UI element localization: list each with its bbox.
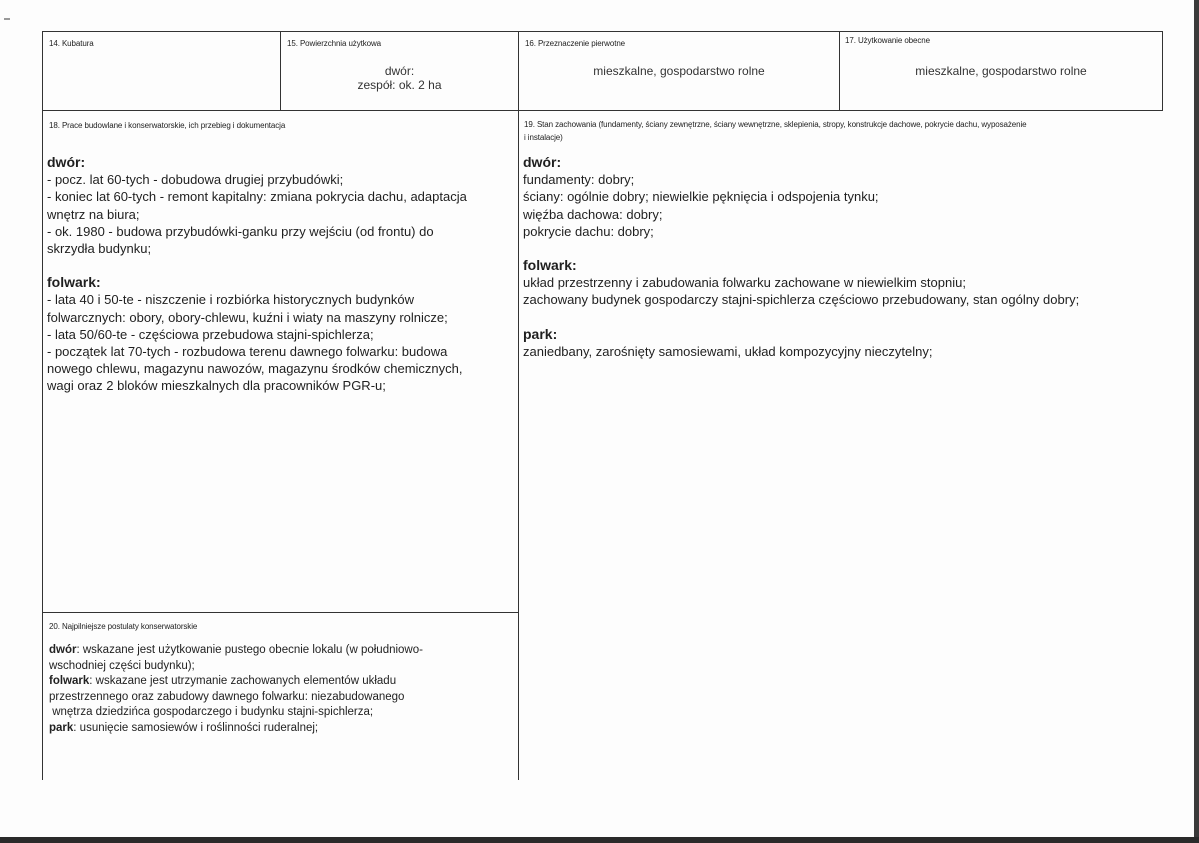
field-15-label: 15. Powierzchnia użytkowa — [287, 39, 381, 48]
f19-dwor-line: więźba dachowa: dobry; — [523, 206, 663, 222]
field-15-line-1: dwór: — [384, 64, 415, 78]
rule-c2 — [518, 31, 519, 780]
f18-folwark-line: wagi oraz 2 bloków mieszkalnych dla pracowników PGR-u; — [47, 378, 386, 394]
f20-key-dwor: dwór — [49, 644, 77, 656]
f20-key-park: park — [49, 721, 74, 734]
field-16-label: 16. Przeznaczenie pierwotne — [525, 39, 626, 48]
f18-folwark-line: - lata 40 i 50-te - niszczenie i rozbiórka historycznych budynków — [47, 292, 415, 308]
scan-mark — [4, 18, 10, 20]
field-19-content — [523, 154, 1155, 360]
rule-left — [42, 31, 43, 780]
f18-dwor-line: wnętrz na biura; — [47, 206, 140, 222]
field-17-label: 17. Użytkowanie obecne — [845, 36, 930, 45]
f18-folwark-line: - początek lat 70-tych - rozbudowa terenu dawnego folwarku: budowa — [47, 344, 448, 360]
rule-row1 — [42, 110, 1163, 111]
field-16-value: mieszkalne, gospodarstwo rolne — [593, 64, 765, 78]
f19-park-line: zaniedbany, zarośnięty samosiewami, układ kompozycyjny nieczytelny; — [523, 343, 933, 359]
f19-heading-dwor: dwór: — [523, 154, 562, 170]
f20-cont2-folwark: wnętrza dziedzińca gospodarczego i budynku stajni-spichlerza; — [49, 706, 374, 718]
f20-text-dwor: : wskazane jest użytkowanie pustego obecnie lokalu (w południowo- — [76, 644, 423, 656]
f20-cont-folwark: przestrzennego oraz zabudowy dawnego folwarku: niezabudowanego — [49, 690, 405, 703]
field-18-label: 18. Prace budowlane i konserwatorskie, ich przebieg i dokumentacja — [49, 121, 286, 130]
f18-dwor-line: skrzydła budynku; — [47, 241, 152, 257]
rule-row2 — [42, 612, 518, 613]
field-19-label-2: i instalacje) — [524, 133, 563, 142]
rule-top — [42, 31, 1163, 32]
f19-heading-park: park: — [523, 325, 558, 342]
f18-dwor-line: - koniec lat 60-tych - remont kapitalny: zmiana pokrycia dachu, adaptacja — [47, 189, 467, 205]
f20-key-folwark: folwark — [49, 675, 90, 687]
f18-dwor-line: - ok. 1980 - budowa przybudówki-ganku przy wejściu (od frontu) do — [47, 223, 434, 239]
f18-heading-dwor: dwór: — [47, 154, 86, 170]
field-15-line-2: zespół: ok. 2 ha — [357, 78, 442, 92]
f19-dwor-line: fundamenty: dobry; — [523, 172, 635, 188]
f20-text-park: : usunięcie samosiewów i roślinności ruderalnej; — [73, 721, 319, 734]
field-17-value: mieszkalne, gospodarstwo rolne — [915, 64, 1087, 78]
field-19-label-1: 19. Stan zachowania (fundamenty, ściany zewnętrzne, ściany wewnętrzne, sklepienia, stropy, konstrukcje dachowe, pokrycie dachu, wyposażenie — [524, 120, 1027, 129]
rule-right — [1162, 31, 1163, 111]
f19-heading-folwark: folwark: — [523, 257, 577, 274]
f20-cont-dwor: wschodniej części budynku); — [49, 659, 195, 672]
f20-text-folwark: : wskazane jest utrzymanie zachowanych elementów układu — [89, 675, 397, 687]
f19-dwor-line: ściany: ogólnie dobry; niewielkie pęknięcia i odspojenia tynku; — [523, 189, 879, 205]
field-18-content — [47, 154, 512, 395]
f18-folwark-line: folwarcznych: obory, obory-chlewu, kuźni i wiaty na maszyny rolnicze; — [47, 309, 448, 325]
field-20-label: 20. Najpilniejsze postulaty konserwatorskie — [49, 622, 198, 631]
field-20-content — [49, 643, 511, 736]
scan-edge-bottom — [0, 837, 1199, 843]
scan-edge-right — [1194, 0, 1199, 843]
f18-dwor-line: - pocz. lat 60-tych - dobudowa drugiej przybudówki; — [47, 172, 344, 188]
f18-folwark-line: nowego chlewu, magazynu nawozów, magazynu środków chemicznych, — [47, 361, 463, 377]
f19-dwor-line: pokrycie dachu: dobry; — [523, 223, 654, 239]
f19-folwark-line: układ przestrzenny i zabudowania folwarku zachowane w niewielkim stopniu; — [523, 275, 966, 291]
f19-folwark-line: zachowany budynek gospodarczy stajni-spichlerza częściowo przebudowany, stan ogólny dobry; — [523, 292, 1080, 308]
f18-folwark-line: - lata 50/60-te - częściowa przebudowa stajni-spichlerza; — [47, 326, 374, 342]
field-15-value — [281, 64, 518, 92]
field-14-label: 14. Kubatura — [49, 39, 94, 48]
f18-heading-folwark: folwark: — [47, 274, 101, 291]
